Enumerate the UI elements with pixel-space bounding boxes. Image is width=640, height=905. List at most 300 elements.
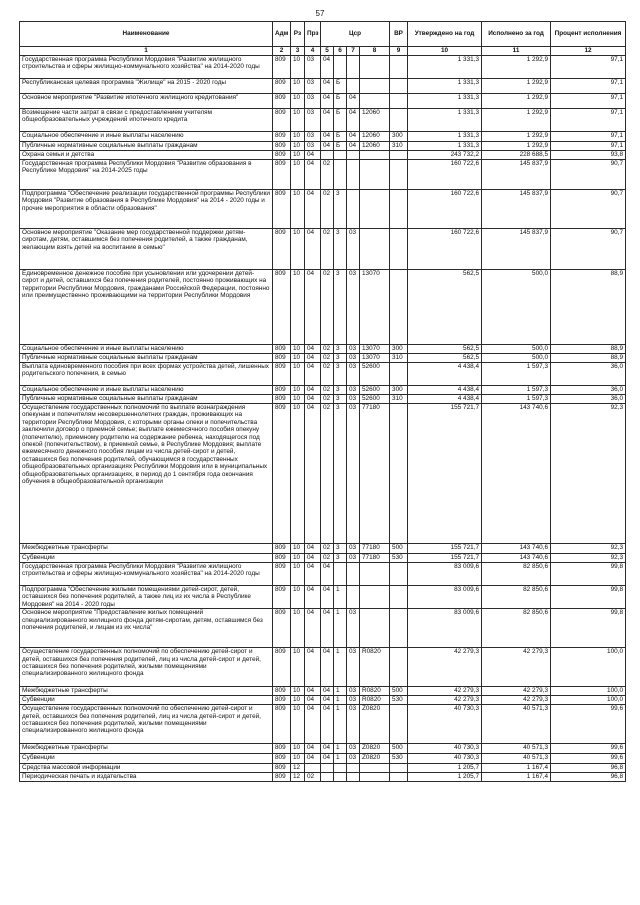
row-rz: 10 xyxy=(291,151,305,160)
header-adm: Адм xyxy=(273,22,291,47)
row-name: Единовременное денежное пособие при усыновлении или удочерении детей-сирот и детей, оставшихся без попечения родителей, постоянно проживающих на территории Республики Мордовия, гражданами Российской Федерации, постоянно или преимущественно проживающими на территории Республики Мордовия xyxy=(20,270,273,345)
row-adm: 809 xyxy=(273,554,291,563)
table-row xyxy=(20,648,626,687)
row-rz: 10 xyxy=(291,270,305,345)
row-csr-direction: 12060 xyxy=(360,109,390,132)
row-csr-program: 02 xyxy=(321,395,334,404)
row-prz: 04 xyxy=(305,386,321,395)
row-percent: 97,1 xyxy=(551,56,626,79)
row-executed: 143 740,6 xyxy=(482,554,551,563)
row-csr-program: 04 xyxy=(321,94,334,109)
row-vr xyxy=(390,160,408,190)
row-csr-program xyxy=(321,151,334,160)
row-csr-direction xyxy=(360,563,390,586)
row-csr-program: 02 xyxy=(321,160,334,190)
row-name: Государственная программа Республики Мордовия "Развитие образования в Республике Мордовия" на 2014-2025 годы xyxy=(20,160,273,190)
row-executed: 1 597,3 xyxy=(482,363,551,386)
row-percent: 90,7 xyxy=(551,229,626,270)
row-prz: 03 xyxy=(305,142,321,151)
row-executed: 1 292,9 xyxy=(482,142,551,151)
row-csr-event xyxy=(347,151,360,160)
row-name: Субвенции xyxy=(20,554,273,563)
row-rz: 10 xyxy=(291,563,305,586)
row-csr-direction: R0820 xyxy=(360,687,390,696)
row-csr-direction: 52600 xyxy=(360,395,390,404)
row-adm: 809 xyxy=(273,563,291,586)
row-csr-program: 02 xyxy=(321,270,334,345)
row-vr xyxy=(390,270,408,345)
row-adm: 809 xyxy=(273,609,291,648)
row-csr-program: 04 xyxy=(321,109,334,132)
row-approved: 1 331,3 xyxy=(408,132,482,142)
row-rz: 10 xyxy=(291,696,305,705)
row-rz: 10 xyxy=(291,554,305,563)
row-executed: 500,0 xyxy=(482,345,551,354)
table-row xyxy=(20,132,626,142)
row-csr-program: 04 xyxy=(321,563,334,586)
row-csr-program: 04 xyxy=(321,754,334,764)
row-executed: 1 597,3 xyxy=(482,386,551,395)
row-executed: 228 688,5 xyxy=(482,151,551,160)
row-name: Межбюджетные трансферты xyxy=(20,544,273,554)
row-name: Осуществление государственных полномочий по обеспечению детей-сирот и детей, оставшихся без попечения родителей, лиц из числа детей-сирот и детей, оставшихся без попечения родителей, жилыми помещениями специализированного жилищного фонда xyxy=(20,705,273,744)
table-row xyxy=(20,754,626,764)
row-csr-program xyxy=(321,773,334,782)
row-percent: 100,0 xyxy=(551,648,626,687)
row-vr xyxy=(390,229,408,270)
table-row xyxy=(20,744,626,754)
row-csr-direction: 12060 xyxy=(360,142,390,151)
row-csr-program: 04 xyxy=(321,696,334,705)
row-csr-event: 03 xyxy=(347,648,360,687)
column-number: 8 xyxy=(360,47,390,56)
row-csr-program: 02 xyxy=(321,363,334,386)
row-rz: 10 xyxy=(291,79,305,94)
row-csr-direction xyxy=(360,79,390,94)
table-row xyxy=(20,609,626,648)
row-csr-direction: 12060 xyxy=(360,132,390,142)
row-percent: 88,9 xyxy=(551,345,626,354)
row-csr-direction: 52600 xyxy=(360,363,390,386)
row-csr-event xyxy=(347,563,360,586)
row-name: Выплата единовременного пособия при всех формах устройства детей, лишенных родительского попечения, в семью xyxy=(20,363,273,386)
table-row xyxy=(20,764,626,773)
row-csr-event: 03 xyxy=(347,544,360,554)
row-csr-subprogram: 1 xyxy=(334,609,347,648)
row-adm: 809 xyxy=(273,94,291,109)
row-approved: 1 331,3 xyxy=(408,94,482,109)
row-vr xyxy=(390,648,408,687)
row-percent: 97,1 xyxy=(551,142,626,151)
row-approved: 4 438,4 xyxy=(408,395,482,404)
row-approved: 83 009,6 xyxy=(408,586,482,609)
row-csr-event xyxy=(347,190,360,229)
row-executed: 145 837,9 xyxy=(482,160,551,190)
row-executed: 143 740,6 xyxy=(482,404,551,544)
table-row xyxy=(20,109,626,132)
row-rz: 10 xyxy=(291,354,305,363)
row-csr-program: 02 xyxy=(321,190,334,229)
row-executed: 143 740,6 xyxy=(482,544,551,554)
row-executed: 40 571,3 xyxy=(482,754,551,764)
row-csr-direction xyxy=(360,764,390,773)
row-prz: 04 xyxy=(305,229,321,270)
row-csr-subprogram: 3 xyxy=(334,363,347,386)
row-adm: 809 xyxy=(273,648,291,687)
page-number: 57 xyxy=(315,9,325,18)
row-vr xyxy=(390,586,408,609)
column-number: 5 xyxy=(321,47,334,56)
row-csr-event: 03 xyxy=(347,345,360,354)
row-vr: 300 xyxy=(390,386,408,395)
row-csr-subprogram: Б xyxy=(334,79,347,94)
budget-table xyxy=(19,21,626,782)
row-rz: 10 xyxy=(291,395,305,404)
row-csr-direction xyxy=(360,151,390,160)
row-rz: 10 xyxy=(291,56,305,79)
row-csr-event xyxy=(347,764,360,773)
row-percent: 99,8 xyxy=(551,609,626,648)
row-approved: 155 721,7 xyxy=(408,554,482,563)
column-number: 7 xyxy=(347,47,360,56)
column-number: 10 xyxy=(408,47,482,56)
row-name: Возмещение части затрат в связи с предоставлением учителям общеобразовательных учреждений ипотечного кредита xyxy=(20,109,273,132)
row-approved: 42 279,3 xyxy=(408,687,482,696)
row-approved: 155 721,7 xyxy=(408,404,482,544)
row-vr: 500 xyxy=(390,544,408,554)
row-csr-direction: 77180 xyxy=(360,404,390,544)
row-prz: 04 xyxy=(305,586,321,609)
row-approved: 1 331,3 xyxy=(408,142,482,151)
row-percent: 36,0 xyxy=(551,395,626,404)
column-number: 11 xyxy=(482,47,551,56)
row-csr-event: 03 xyxy=(347,705,360,744)
row-approved: 42 279,3 xyxy=(408,696,482,705)
row-adm: 809 xyxy=(273,354,291,363)
row-adm: 809 xyxy=(273,270,291,345)
row-name: Осуществление государственных полномочий по выплате вознаграждения опекунам и попечителям несовершеннолетних граждан, проживающих на территории Республики Мордовия, с которыми органы опеки и попечительства заключили договор о приемной семье; выплате ежемесячного пособия опекуну (попечителю), приемному родителю на содержание ребенка, находящегося под опекой (попечительством), в приемной семье, в Республике Мордовия; выплате ежемесячного денежного пособия лицам из числа детей-сирот и детей, оставшихся без попечения родителей, обучающимся в государственных общеобразовательных организациях Республики Мордовия или в муниципальных общеобразовательных организациях, в период до 1 сентября года окончания обучения в общеобразовательной организации xyxy=(20,404,273,544)
row-csr-program xyxy=(321,764,334,773)
table-body xyxy=(20,56,626,782)
row-csr-event: 04 xyxy=(347,94,360,109)
header-csr: Цср xyxy=(321,22,390,47)
row-csr-direction: Z0820 xyxy=(360,744,390,754)
row-prz: 04 xyxy=(305,544,321,554)
header-approved: Утверждено на год xyxy=(408,22,482,47)
table-row xyxy=(20,687,626,696)
row-rz: 12 xyxy=(291,764,305,773)
column-number: 9 xyxy=(390,47,408,56)
row-vr xyxy=(390,563,408,586)
row-approved: 83 009,6 xyxy=(408,609,482,648)
header-name: Наименование xyxy=(20,22,273,47)
row-approved: 4 438,4 xyxy=(408,386,482,395)
table-row xyxy=(20,56,626,79)
row-rz: 10 xyxy=(291,132,305,142)
header-rz: Рз xyxy=(291,22,305,47)
row-csr-subprogram xyxy=(334,151,347,160)
row-rz: 10 xyxy=(291,404,305,544)
row-csr-direction: Z0820 xyxy=(360,754,390,764)
table-row xyxy=(20,270,626,345)
row-csr-event: 03 xyxy=(347,404,360,544)
row-prz: 04 xyxy=(305,404,321,544)
row-approved: 160 722,6 xyxy=(408,229,482,270)
row-prz: 03 xyxy=(305,132,321,142)
row-prz: 03 xyxy=(305,79,321,94)
row-csr-program: 02 xyxy=(321,354,334,363)
row-adm: 809 xyxy=(273,79,291,94)
row-prz: 03 xyxy=(305,109,321,132)
row-vr xyxy=(390,56,408,79)
row-vr xyxy=(390,764,408,773)
row-csr-subprogram: 3 xyxy=(334,554,347,563)
row-csr-program: 04 xyxy=(321,142,334,151)
row-prz: 04 xyxy=(305,151,321,160)
row-vr xyxy=(390,773,408,782)
row-csr-direction: 13070 xyxy=(360,354,390,363)
row-csr-subprogram: 3 xyxy=(334,229,347,270)
column-number: 4 xyxy=(305,47,321,56)
row-adm: 809 xyxy=(273,151,291,160)
row-name: Республиканская целевая программа "Жилище" на 2015 - 2020 годы xyxy=(20,79,273,94)
row-adm: 809 xyxy=(273,363,291,386)
row-adm: 809 xyxy=(273,345,291,354)
row-adm: 809 xyxy=(273,764,291,773)
row-approved: 40 730,3 xyxy=(408,754,482,764)
row-csr-subprogram xyxy=(334,56,347,79)
row-executed: 1 167,4 xyxy=(482,773,551,782)
column-number: 2 xyxy=(273,47,291,56)
row-executed: 42 279,3 xyxy=(482,696,551,705)
row-csr-direction xyxy=(360,94,390,109)
row-executed: 42 279,3 xyxy=(482,648,551,687)
row-csr-program: 04 xyxy=(321,705,334,744)
row-rz: 10 xyxy=(291,345,305,354)
row-rz: 12 xyxy=(291,773,305,782)
row-percent: 99,8 xyxy=(551,586,626,609)
row-vr xyxy=(390,109,408,132)
row-csr-program: 04 xyxy=(321,79,334,94)
row-prz: 04 xyxy=(305,648,321,687)
row-name: Социальное обеспечение и иные выплаты населению xyxy=(20,132,273,142)
row-executed: 40 571,3 xyxy=(482,705,551,744)
row-rz: 10 xyxy=(291,705,305,744)
row-percent: 99,6 xyxy=(551,705,626,744)
row-csr-event: 03 xyxy=(347,270,360,345)
row-vr: 500 xyxy=(390,687,408,696)
row-csr-event: 04 xyxy=(347,109,360,132)
row-csr-subprogram xyxy=(334,764,347,773)
row-csr-program: 02 xyxy=(321,229,334,270)
row-csr-direction: 13070 xyxy=(360,345,390,354)
row-csr-subprogram: 1 xyxy=(334,705,347,744)
row-executed: 82 850,6 xyxy=(482,586,551,609)
row-csr-subprogram: Б xyxy=(334,142,347,151)
row-prz: 04 xyxy=(305,270,321,345)
row-rz: 10 xyxy=(291,609,305,648)
row-approved: 562,5 xyxy=(408,354,482,363)
row-rz: 10 xyxy=(291,648,305,687)
row-csr-program: 04 xyxy=(321,56,334,79)
row-prz: 04 xyxy=(305,554,321,563)
row-approved: 160 722,6 xyxy=(408,160,482,190)
header-prz: Прз xyxy=(305,22,321,47)
row-percent: 92,3 xyxy=(551,544,626,554)
column-number: 1 xyxy=(20,47,273,56)
row-prz: 04 xyxy=(305,696,321,705)
row-executed: 82 850,6 xyxy=(482,563,551,586)
row-vr xyxy=(390,151,408,160)
row-approved: 40 730,3 xyxy=(408,744,482,754)
row-csr-program: 02 xyxy=(321,554,334,563)
row-executed: 1 597,3 xyxy=(482,395,551,404)
row-percent: 36,0 xyxy=(551,363,626,386)
table-row xyxy=(20,404,626,544)
row-prz: 04 xyxy=(305,609,321,648)
row-csr-subprogram: 3 xyxy=(334,386,347,395)
row-adm: 809 xyxy=(273,754,291,764)
row-name: Социальное обеспечение и иные выплаты населению xyxy=(20,386,273,395)
row-csr-direction xyxy=(360,190,390,229)
row-csr-subprogram: Б xyxy=(334,109,347,132)
row-csr-subprogram xyxy=(334,773,347,782)
table-row xyxy=(20,563,626,586)
table-row xyxy=(20,386,626,395)
row-prz: 04 xyxy=(305,705,321,744)
row-adm: 809 xyxy=(273,142,291,151)
row-name: Социальное обеспечение и иные выплаты населению xyxy=(20,345,273,354)
row-name: Основное мероприятие "Оказание мер государственной поддержки детям-сиротам, детям, оставшимся без попечения родителей, а также гражданам, желающим взять детей на воспитание в семью" xyxy=(20,229,273,270)
row-csr-event xyxy=(347,79,360,94)
table-row xyxy=(20,142,626,151)
row-approved: 155 721,7 xyxy=(408,544,482,554)
row-csr-subprogram: Б xyxy=(334,132,347,142)
row-rz: 10 xyxy=(291,142,305,151)
table-row xyxy=(20,345,626,354)
row-csr-event: 04 xyxy=(347,142,360,151)
row-name: Периодическая печать и издательства xyxy=(20,773,273,782)
row-csr-event: 04 xyxy=(347,132,360,142)
row-executed: 1 292,9 xyxy=(482,94,551,109)
row-executed: 42 279,3 xyxy=(482,687,551,696)
row-csr-subprogram: Б xyxy=(334,94,347,109)
row-executed: 1 292,9 xyxy=(482,109,551,132)
table-header-row xyxy=(20,22,626,47)
row-vr xyxy=(390,79,408,94)
row-csr-direction: 13070 xyxy=(360,270,390,345)
row-csr-direction xyxy=(360,586,390,609)
row-csr-program: 04 xyxy=(321,744,334,754)
row-percent: 92,3 xyxy=(551,554,626,563)
column-number-row xyxy=(20,47,626,56)
row-csr-subprogram: 3 xyxy=(334,354,347,363)
row-csr-subprogram: 1 xyxy=(334,648,347,687)
row-executed: 1 167,4 xyxy=(482,764,551,773)
row-approved: 1 205,7 xyxy=(408,773,482,782)
row-name: Подпрограмма "Обеспечение жилыми помещениями детей-сирот, детей, оставшихся без попечения родителей, а также лиц из их числа в Республике Мордовия" на 2014 - 2020 годы xyxy=(20,586,273,609)
row-vr: 300 xyxy=(390,345,408,354)
row-csr-subprogram: 1 xyxy=(334,687,347,696)
row-prz: 02 xyxy=(305,773,321,782)
row-csr-direction xyxy=(360,773,390,782)
row-prz: 03 xyxy=(305,94,321,109)
row-percent: 93,8 xyxy=(551,151,626,160)
row-adm: 809 xyxy=(273,56,291,79)
row-csr-subprogram: 1 xyxy=(334,754,347,764)
row-csr-event: 03 xyxy=(347,687,360,696)
row-percent: 90,7 xyxy=(551,160,626,190)
row-csr-event xyxy=(347,586,360,609)
header-percent: Процент исполнения xyxy=(551,22,626,47)
row-adm: 809 xyxy=(273,404,291,544)
row-prz: 04 xyxy=(305,363,321,386)
row-csr-program: 02 xyxy=(321,404,334,544)
row-name: Публичные нормативные социальные выплаты гражданам xyxy=(20,142,273,151)
row-approved: 160 722,6 xyxy=(408,190,482,229)
row-csr-event: 03 xyxy=(347,744,360,754)
row-executed: 145 837,9 xyxy=(482,190,551,229)
row-approved: 243 732,2 xyxy=(408,151,482,160)
row-rz: 10 xyxy=(291,586,305,609)
table-row xyxy=(20,395,626,404)
row-vr xyxy=(390,363,408,386)
row-rz: 10 xyxy=(291,190,305,229)
header-vr: ВР xyxy=(390,22,408,47)
row-csr-program: 02 xyxy=(321,386,334,395)
table-row xyxy=(20,160,626,190)
row-csr-subprogram: 3 xyxy=(334,190,347,229)
row-vr: 500 xyxy=(390,744,408,754)
row-csr-event xyxy=(347,160,360,190)
column-number: 12 xyxy=(551,47,626,56)
row-csr-direction xyxy=(360,56,390,79)
row-csr-direction: R0820 xyxy=(360,696,390,705)
row-executed: 145 837,9 xyxy=(482,229,551,270)
row-adm: 809 xyxy=(273,386,291,395)
row-percent: 100,0 xyxy=(551,696,626,705)
row-executed: 1 292,9 xyxy=(482,56,551,79)
row-name: Осуществление государственных полномочий по обеспечению детей-сирот и детей, оставшихся без попечения родителей, лиц из числа детей-сирот и детей, оставшихся без попечения родителей, жилыми помещениями специализированного жилищного фонда xyxy=(20,648,273,687)
row-executed: 40 571,3 xyxy=(482,744,551,754)
row-csr-direction xyxy=(360,609,390,648)
row-csr-event: 03 xyxy=(347,609,360,648)
row-csr-subprogram: 1 xyxy=(334,744,347,754)
table-row xyxy=(20,79,626,94)
row-vr: 310 xyxy=(390,142,408,151)
row-csr-event: 03 xyxy=(347,395,360,404)
row-adm: 809 xyxy=(273,190,291,229)
column-number: 3 xyxy=(291,47,305,56)
row-csr-direction xyxy=(360,229,390,270)
row-csr-program: 02 xyxy=(321,345,334,354)
row-rz: 10 xyxy=(291,754,305,764)
row-csr-program: 02 xyxy=(321,544,334,554)
row-prz: 04 xyxy=(305,563,321,586)
row-csr-program: 04 xyxy=(321,609,334,648)
row-prz: 04 xyxy=(305,687,321,696)
row-csr-subprogram xyxy=(334,160,347,190)
row-vr: 310 xyxy=(390,395,408,404)
row-vr: 530 xyxy=(390,554,408,563)
row-executed: 1 292,9 xyxy=(482,79,551,94)
row-rz: 10 xyxy=(291,160,305,190)
row-adm: 809 xyxy=(273,109,291,132)
row-prz: 04 xyxy=(305,744,321,754)
row-name: Субвенции xyxy=(20,754,273,764)
row-percent: 97,1 xyxy=(551,79,626,94)
row-name: Субвенции xyxy=(20,696,273,705)
